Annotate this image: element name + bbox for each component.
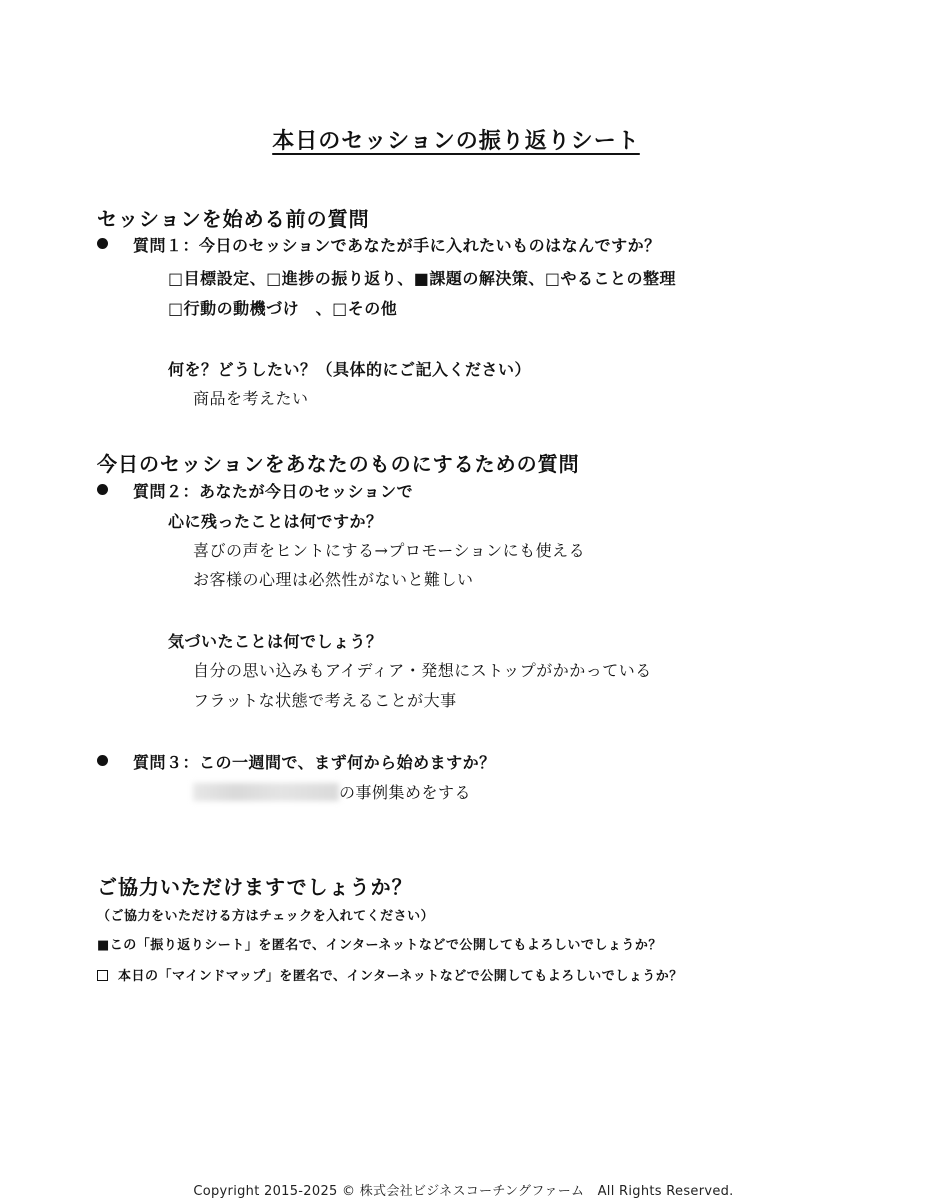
bullet-icon — [97, 484, 108, 495]
q2-sub2: 気づいたことは何でしょう？ — [168, 632, 383, 651]
bullet-icon — [97, 238, 108, 249]
bullet-icon — [97, 755, 108, 766]
q1-answer: 商品を考えたい — [193, 389, 309, 408]
consent-item-mindmap — [97, 965, 683, 984]
question-3: 質問３：この一週間で、まず何から始めますか？ — [133, 753, 496, 772]
q1-prompt: 何を？どうしたい？（具体的にご記入ください） — [168, 360, 532, 379]
q3-answer-text: の事例集めをする — [339, 783, 472, 802]
q2-answer1-line1: 喜びの声をヒントにする→プロモーションにも使える — [193, 541, 586, 560]
section2-heading: 今日のセッションをあなたのものにするための質問 — [97, 452, 580, 476]
q1-options-line1: □目標設定、□進捗の振り返り、■課題の解決策、□やることの整理 — [168, 269, 676, 288]
q2-answer2-line2: フラットな状態で考えることが大事 — [193, 691, 457, 710]
checkbox-unchecked[interactable] — [97, 970, 108, 981]
question-2: 質問２：あなたが今日のセッションで — [133, 482, 414, 501]
q2-answer1-line2: お客様の心理は必然性がないと難しい — [193, 570, 474, 589]
consent-note: （ご協力をいただける方はチェックを入れてください） — [97, 909, 435, 924]
consent-item-mindmap-label: 本日の「マインドマップ」を匿名で、インターネットなどで公開してもよろしいでしょうか？ — [118, 969, 683, 984]
q2-sub1: 心に残ったことは何ですか？ — [168, 512, 383, 531]
q1-options-line2: □行動の動機づけ 、□その他 — [168, 299, 398, 318]
q2-answer2-line1: 自分の思い込みもアイディア・発想にストップがかかっている — [193, 661, 652, 680]
question-1: 質問１：今日のセッションであなたが手に入れたいものはなんですか？ — [133, 236, 661, 255]
page-title — [0, 124, 912, 155]
q3-answer — [193, 780, 471, 803]
section3-heading: ご協力いただけますでしょうか？ — [97, 875, 413, 899]
consent-item-sheet: ■この「振り返りシート」を匿名で、インターネットなどで公開してもよろしいでしょうか？ — [97, 938, 662, 953]
redacted-text — [193, 783, 339, 801]
copyright-footer: Copyright 2015-2025 © 株式会社ビジネスコーチングファーム All Rights Reserved. — [193, 1184, 734, 1199]
page-title-text: 本日のセッションの振り返りシート — [272, 129, 640, 154]
section1-heading: セッションを始める前の質問 — [97, 207, 370, 231]
